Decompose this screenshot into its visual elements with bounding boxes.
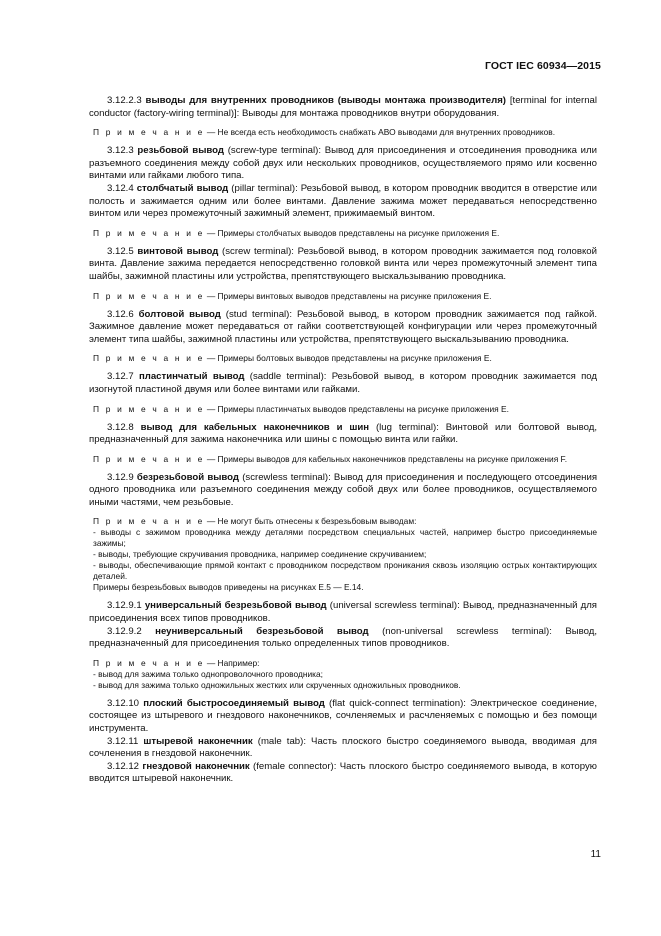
definition-paragraph bbox=[89, 761, 597, 786]
note-text: — Примеры пластинчатых выводов представлены на рисунке приложения Е. bbox=[206, 403, 509, 414]
definition-paragraph bbox=[89, 95, 597, 120]
term-name: гнездовой наконечник bbox=[142, 760, 250, 772]
clause-number: 3.12.10 bbox=[107, 697, 140, 709]
definition-paragraph bbox=[89, 145, 597, 183]
note bbox=[89, 291, 597, 302]
note-list-item: - выводы, обеспечивающие прямой контакт с проводником посредством проникания сквозь изоляцию острых контактирующих деталей. bbox=[93, 560, 597, 582]
definition-paragraph bbox=[89, 246, 597, 284]
note bbox=[89, 658, 597, 669]
note-label: П р и м е ч а н и е bbox=[93, 290, 205, 301]
note bbox=[89, 516, 597, 527]
note-text: — Не всегда есть необходимость снабжать АВО выводами для внутренних проводников. bbox=[206, 127, 556, 138]
definition-paragraph bbox=[89, 698, 597, 736]
definition-text: (non-universal screwless terminal): Вывод, предназначенный для присоединения только определенных типов проводников. bbox=[89, 625, 598, 650]
term-name: неуниверсальный безрезьбовой вывод bbox=[155, 625, 369, 637]
clause-number: 3.12.8 bbox=[107, 421, 134, 433]
note-label: П р и м е ч а н и е bbox=[93, 516, 205, 527]
clause-number: 3.12.5 bbox=[107, 245, 134, 257]
note bbox=[89, 228, 597, 239]
note-text: — Примеры болтовых выводов представлены на рисунке приложения Е. bbox=[206, 353, 492, 364]
note-list-item: - вывод для зажима только одножильных жестких или скрученных одножильных проводников. bbox=[93, 679, 461, 690]
clause-number: 3.12.12 bbox=[107, 760, 140, 772]
document-body bbox=[89, 95, 597, 786]
term-name: пластинчатый вывод bbox=[138, 371, 245, 383]
standard-header: ГОСТ IEC 60934—2015 bbox=[484, 60, 601, 72]
term-name: плоский быстросоединяемый вывод bbox=[143, 697, 325, 709]
note-text: — Примеры винтовых выводов представлены на рисунке приложения Е. bbox=[206, 290, 492, 301]
definition-text: (flat quick-connect termination): Электрическое соединение, состоящее из штыревого и гнездового наконечников, сочленяемых и расчленяемых с помощью и без помощи инструмента. bbox=[89, 697, 598, 735]
definition-paragraph bbox=[89, 600, 597, 625]
note-text: — Не могут быть отнесены к безрезьбовым выводам: bbox=[206, 516, 417, 527]
term-name: вывод для кабельных наконечников и шин bbox=[140, 421, 370, 433]
note bbox=[89, 353, 597, 364]
definition-text: (male tab): Часть плоского быстро соединяемого вывода, вводимая для сочленения в гнездовой наконечник. bbox=[89, 735, 598, 760]
definition-text: (screw terminal): Резьбовой вывод, в котором проводник зажимается под головкой винта. Давление зажима передается непосредственно головкой винта или через промежуточный элемент типа шайбы, зажимной пластины или устройства, препятствующего выскальзыванию проводника. bbox=[89, 245, 597, 282]
term-name: столбчатый вывод bbox=[136, 182, 229, 194]
clause-number: 3.12.2.3 bbox=[107, 95, 142, 106]
definition-paragraph bbox=[89, 309, 597, 347]
term-name: штыревой наконечник bbox=[143, 735, 253, 747]
term-name: безрезьбовой вывод bbox=[136, 471, 240, 483]
definition-paragraph bbox=[89, 472, 597, 510]
note-text: — Примеры выводов для кабельных наконечников представлены на рисунке приложения F. bbox=[206, 453, 568, 464]
note-label: П р и м е ч а н и е bbox=[93, 127, 205, 138]
term-name: болтовой вывод bbox=[138, 308, 221, 320]
term-name: выводы для внутренних проводников (выводы монтажа производителя) bbox=[145, 95, 506, 106]
note bbox=[89, 454, 597, 465]
clause-number: 3.12.9.1 bbox=[107, 600, 142, 612]
definition-text: (screwless terminal): Вывод для присоединения и последующего отсоединения одного проводника или разъемного соединения между собой двух или более проводников, осуществляемого иными частями, чем резьбовые. bbox=[89, 471, 598, 508]
note-list-item: - выводы, требующие скручивания проводника, например соединение скручиванием; bbox=[93, 549, 427, 560]
note-list-item: - вывод для зажима только однопроволочного проводника; bbox=[93, 668, 323, 679]
definition-paragraph bbox=[89, 422, 597, 447]
note bbox=[89, 404, 597, 415]
note-text: — Например: bbox=[206, 657, 260, 668]
note-label: П р и м е ч а н и е bbox=[93, 453, 205, 464]
note-label: П р и м е ч а н и е bbox=[93, 657, 205, 668]
note bbox=[89, 127, 597, 138]
note-label: П р и м е ч а н и е bbox=[93, 403, 205, 414]
page-number: 11 bbox=[590, 849, 601, 860]
clause-number: 3.12.11 bbox=[107, 735, 139, 747]
clause-number: 3.12.9.2 bbox=[107, 625, 142, 637]
clause-number: 3.12.9 bbox=[107, 471, 134, 483]
note-list-item: - выводы с зажимом проводника между деталями посредством специальных частей, например быстро присоединяемые зажимы; bbox=[93, 527, 597, 549]
note-text: — Примеры столбчатых выводов представлены на рисунке приложения Е. bbox=[206, 227, 500, 238]
definition-text: [terminal for internal conductor (factory-wiring terminal)]: Выводы для монтажа проводников внутри оборудования. bbox=[89, 95, 598, 119]
clause-number: 3.12.6 bbox=[107, 308, 134, 320]
definition-text: (pillar terminal): Резьбовой вывод, в котором проводник вводится в отверстие или полость и зажимается одним или более винтами. Давление зажима может передаваться непосредственно винтом или через промежуточный зажимный элемент, прижимаемый винтом. bbox=[89, 182, 597, 220]
clause-number: 3.12.7 bbox=[107, 371, 134, 383]
term-name: универсальный безрезьбовой вывод bbox=[144, 600, 327, 612]
definition-text: (screw-type terminal): Вывод для присоединения и отсоединения проводника или разъемного соединения между собой двух или нескольких проводников, осуществляемого прямо или косвенно винтами или гайками любого типа. bbox=[89, 145, 597, 182]
note-label: П р и м е ч а н и е bbox=[93, 227, 205, 238]
clause-number: 3.12.3 bbox=[107, 145, 134, 157]
definition-paragraph bbox=[89, 626, 597, 651]
definition-paragraph bbox=[89, 736, 597, 761]
clause-number: 3.12.4 bbox=[107, 182, 134, 194]
definition-text: (lug terminal): Винтовой или болтовой вывод, предназначенный для зажима наконечника или шины с помощью винта или гайки. bbox=[89, 421, 597, 446]
definition-text: (universal screwless terminal): Вывод, предназначенный для присоединения всех типов проводников. bbox=[89, 600, 597, 625]
note-label: П р и м е ч а н и е bbox=[93, 353, 205, 364]
definition-paragraph bbox=[89, 371, 597, 396]
term-name: резьбовой вывод bbox=[137, 145, 224, 157]
definition-text: (saddle terminal): Резьбовой вывод, в котором проводник зажимается под изогнутой пластиной двумя или более винтами или гайками. bbox=[89, 371, 598, 395]
definition-paragraph bbox=[89, 183, 597, 221]
note-list-item: Примеры безрезьбовых выводов приведены на рисунках Е.5 — Е.14. bbox=[93, 582, 364, 593]
definition-text: (female connector): Часть плоского быстро соединяемого вывода, в которую вводится штыревой наконечник. bbox=[89, 760, 597, 785]
term-name: винтовой вывод bbox=[137, 245, 219, 257]
definition-text: (stud terminal): Резьбовой вывод, в котором проводник зажимается под гайкой. Зажимное давление может передаваться от гайки соответствующей конфигурации или через промежуточный элемент типа шайбы, зажимной пластины или устройства, препятствующего выскальзыванию проводника. bbox=[89, 308, 597, 345]
